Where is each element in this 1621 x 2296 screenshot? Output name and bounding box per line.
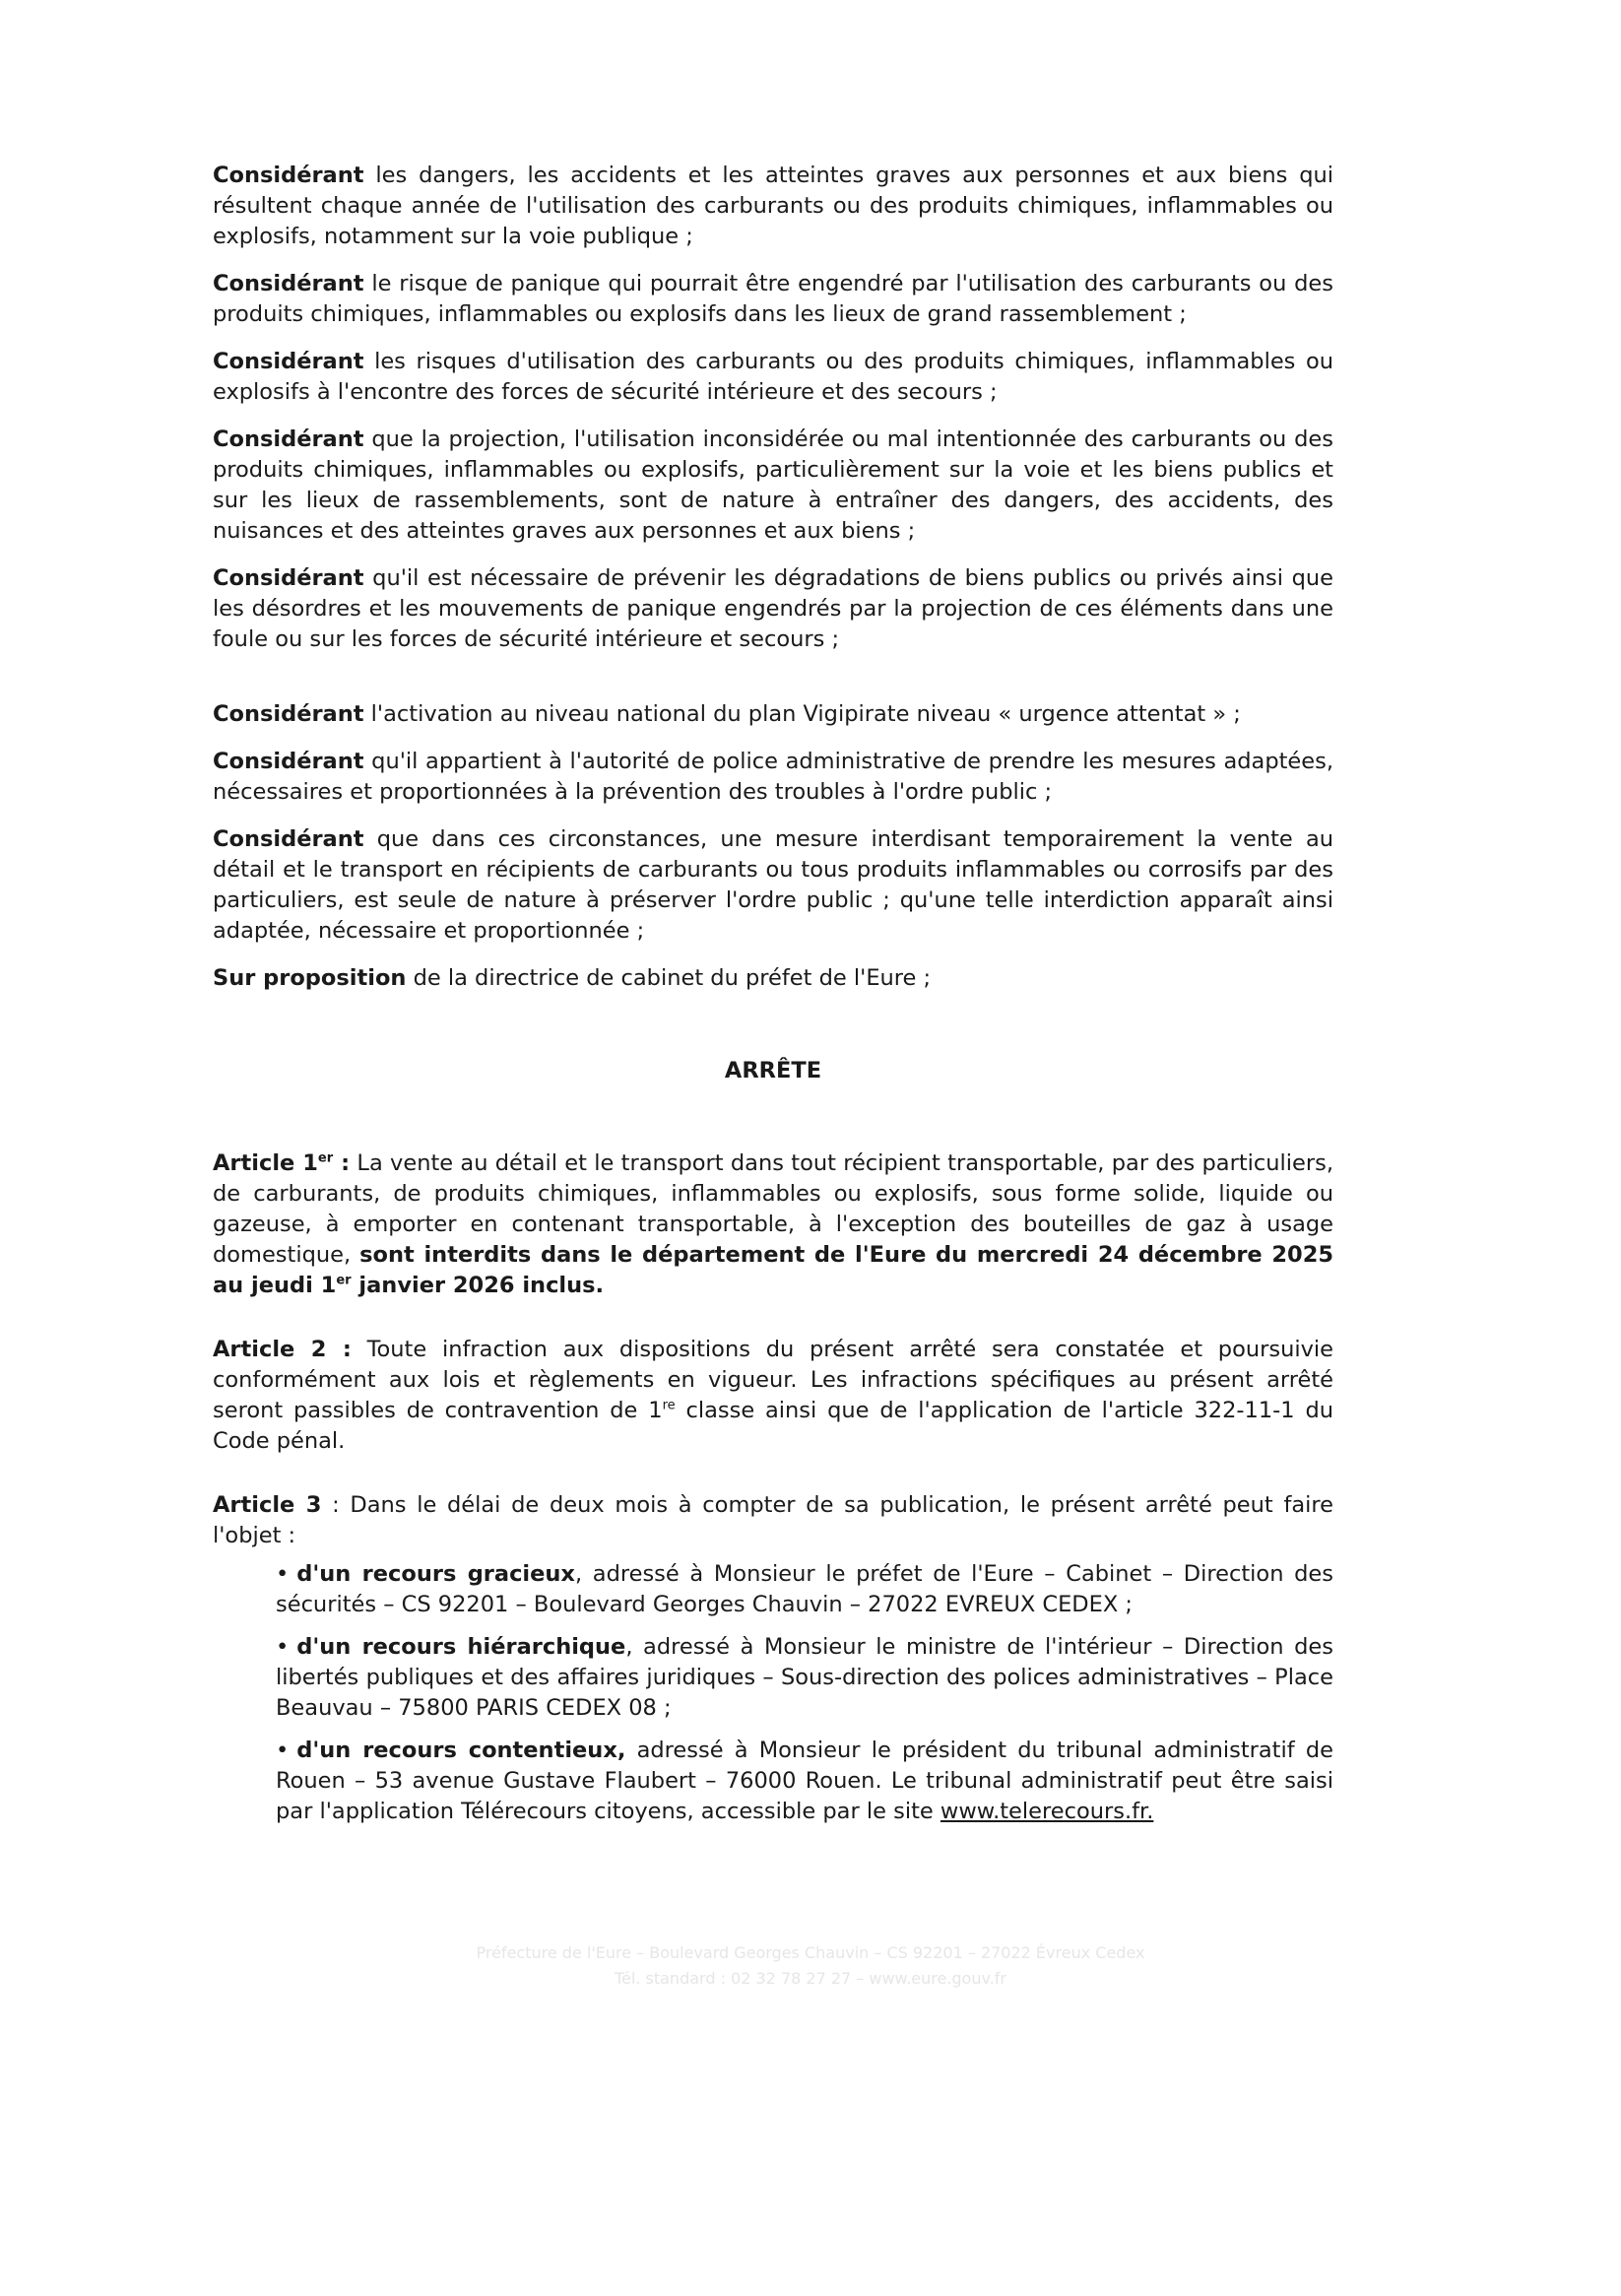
considerant-text: que dans ces circonstances, une mesure interdisant temporairement la vente au détail et le transport en récipients de carburants ou tous produits inflammables ou corrosifs par des particuliers, est seule de nature à préserver l'ordre public ; qu'une telle interdiction apparaît ainsi adaptée, nécessaire et proportionnée ; — [213, 826, 1333, 944]
article-1-lead — [213, 1150, 350, 1176]
considerant-7 — [213, 747, 1333, 808]
considerant-lead: Considérant — [213, 271, 364, 296]
bullet-icon: • — [276, 1738, 290, 1763]
article-1-bold-end: janvier 2026 inclus. — [351, 1273, 605, 1298]
article-1-sup: er — [317, 1150, 334, 1166]
document-body — [213, 161, 1333, 1839]
footer-contact: Tél. standard : 02 32 78 27 27 – www.eure.gouv.fr — [615, 1969, 1006, 1988]
considerant-1 — [213, 161, 1333, 252]
page-footer — [295, 1940, 1326, 1992]
article-2-text-a: Toute infraction aux dispositions du présent arrêté sera constatée et poursuivie conformément aux lois et règlements en vigueur. Les infractions spécifiques au présent arrêté seront passibles de contravention de 1 — [213, 1337, 1333, 1423]
considerant-text: les dangers, les accidents et les atteintes graves aux personnes et aux biens qui résultent chaque année de l'utilisation des carburants ou des produits chimiques, inflammables ou explosifs, notamment sur la voie publique ; — [213, 163, 1333, 249]
article-1 — [213, 1148, 1333, 1301]
article-1-bold-text: sont interdits dans le département de l'Eure du mercredi 24 décembre 2025 au jeudi 1 — [213, 1242, 1334, 1298]
proposition-lead: Sur proposition — [213, 965, 407, 991]
article-1-colon: : — [333, 1150, 351, 1176]
sur-proposition — [213, 963, 1333, 994]
article-1-bold — [213, 1242, 1333, 1298]
considerant-lead: Considérant — [213, 701, 364, 727]
considerant-2 — [213, 269, 1333, 330]
considerant-lead: Considérant — [213, 163, 364, 188]
considerant-4 — [213, 425, 1333, 547]
recours-lead: d'un recours hiérarchique — [296, 1634, 626, 1660]
considerant-6 — [213, 699, 1333, 730]
recours-text: , adressé à Monsieur le ministre de l'intérieur – Direction des libertés publiques et des affaires juridiques – Sous-direction des polices administratives – Place Beauvau – 75800 PARIS CEDEX 08 ; — [276, 1634, 1333, 1721]
considerant-lead: Considérant — [213, 826, 364, 852]
article-1-label: Article 1 — [213, 1150, 318, 1176]
article-2-lead: Article 2 : — [213, 1337, 352, 1362]
recours-lead: d'un recours contentieux, — [296, 1738, 626, 1763]
bullet-icon: • — [276, 1561, 290, 1587]
considerant-lead: Considérant — [213, 565, 364, 591]
recours-contentieux — [276, 1736, 1333, 1827]
considerant-text: l'activation au niveau national du plan Vigipirate niveau « urgence attentat » ; — [363, 701, 1241, 727]
article-3-lead: Article 3 — [213, 1492, 322, 1518]
proposition-text: de la directrice de cabinet du préfet de l'Eure ; — [406, 965, 932, 991]
article-3 — [213, 1490, 1333, 1551]
footer-address: Préfecture de l'Eure – Boulevard Georges Chauvin – CS 92201 – 27022 Évreux Cedex — [476, 1943, 1145, 1962]
article-1-text: La vente au détail et le transport dans tout récipient transportable, par des particuliers, de carburants, de produits chimiques, inflammables ou explosifs, sous forme solide, liquide ou gazeuse, à emporter en contenant transportable, à l'exception des bouteilles de gaz à usage domestique, — [213, 1150, 1333, 1268]
considerant-lead: Considérant — [213, 426, 364, 452]
considerant-5 — [213, 563, 1333, 655]
recours-gracieux — [276, 1559, 1333, 1620]
article-2 — [213, 1335, 1333, 1457]
considerant-lead: Considérant — [213, 749, 364, 774]
recours-list — [276, 1559, 1333, 1827]
recours-text: , adressé à Monsieur le préfet de l'Eure – Cabinet – Direction des sécurités – CS 92201 – Boulevard Georges Chauvin – 27022 EVREUX CEDEX ; — [276, 1561, 1333, 1617]
considerant-text: les risques d'utilisation des carburants ou des produits chimiques, inflammables ou explosifs à l'encontre des forces de sécurité intérieure et des secours ; — [213, 349, 1333, 405]
considerant-lead: Considérant — [213, 349, 364, 374]
recours-hierarchique — [276, 1632, 1333, 1724]
considerant-3 — [213, 347, 1333, 408]
considerant-text: le risque de panique qui pourrait être engendré par l'utilisation des carburants ou des produits chimiques, inflammables ou explosifs dans les lieux de grand rassemblement ; — [213, 271, 1333, 327]
considerant-text: qu'il appartient à l'autorité de police administrative de prendre les mesures adaptées, nécessaires et proportionnées à la prévention des troubles à l'ordre public ; — [213, 749, 1333, 805]
article-2-sup: re — [662, 1398, 676, 1413]
recours-text: adressé à Monsieur le président du tribunal administratif de Rouen – 53 avenue Gustave Flaubert – 76000 Rouen. Le tribunal administratif peut être saisi par l'application Télérecours citoyens, accessible par le site — [276, 1738, 1333, 1824]
recours-lead: d'un recours gracieux — [296, 1561, 575, 1587]
telerecours-link[interactable]: www.telerecours.fr. — [940, 1799, 1154, 1824]
considerant-8 — [213, 824, 1333, 947]
considerant-text: qu'il est nécessaire de prévenir les dégradations de biens publics ou privés ainsi que les désordres et les mouvements de panique engendrés par la projection de ces éléments dans une foule ou sur les forces de sécurité intérieure et secours ; — [213, 565, 1333, 652]
bullet-icon: • — [276, 1634, 290, 1660]
article-1-bold-sup: er — [336, 1273, 352, 1288]
article-2-text-b: classe ainsi que de l'application de l'article 322-11-1 du Code pénal. — [213, 1398, 1333, 1454]
considerant-text: que la projection, l'utilisation inconsidérée ou mal intentionnée des carburants ou des produits chimiques, inflammables ou explosifs, particulièrement sur la voie et les biens publics et sur les lieux de rassemblements, sont de nature à entraîner des dangers, des accidents, des nuisances et des atteintes graves aux personnes et aux biens ; — [213, 426, 1333, 544]
article-3-text: : Dans le délai de deux mois à compter de sa publication, le présent arrêté peut faire l'objet : — [213, 1492, 1334, 1548]
decree-title: ARRÊTE — [724, 1058, 822, 1083]
